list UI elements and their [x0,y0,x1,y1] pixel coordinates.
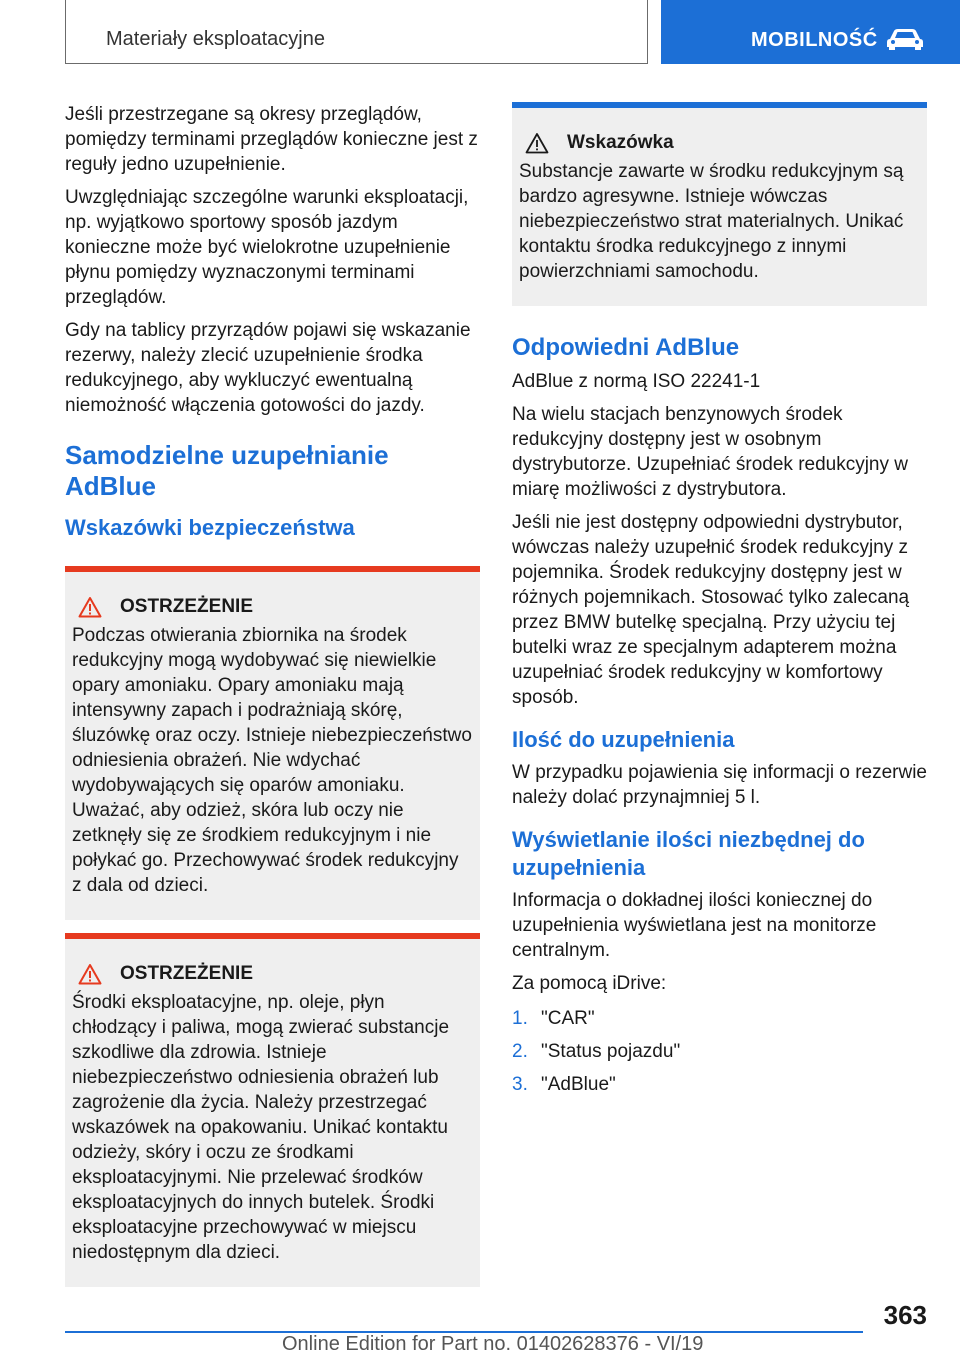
section-title: Materiały eksploatacyjne [106,28,325,50]
paragraph: W przypadku pojawienia się informacji o rezerwie należy dolać przynajmniej 5 l. [512,762,928,808]
list-item [512,1039,927,1064]
step-number: 3. [512,1074,528,1095]
step-number: 2. [512,1041,528,1062]
paragraph: Jeśli przestrzegane są okresy przeglądów, pomiędzy terminami przeglądów konieczne jest z reguły jedno uzupełnienie. [65,104,478,175]
step-text: "AdBlue" [541,1074,616,1095]
list-item [512,1072,927,1097]
step-text: "CAR" [541,1008,595,1029]
edition-note: Online Edition for Part no. 01402628376 - VI/19 [282,1333,704,1355]
car-icon [885,27,925,56]
paragraph: Gdy na tablicy przyrządów pojawi się wskazanie rezerwy, należy zlecić uzupełnienie środka redukcyjnego, aby wykluczyć ewentualną niemożność włączenia gotowości do jazdy. [65,320,471,416]
steps-list [512,1006,927,1097]
warning-box [65,566,480,920]
warning-box [65,933,480,1287]
hint-box [512,102,927,306]
hint-triangle-icon [525,132,549,154]
warning-title: OSTRZEŻENIE [120,963,254,984]
warning-text: Podczas otwierania zbiornika na środek redukcyjny mogą wydobywać się niewielkie opary amoniaku. Opary amoniaku mają intensywny zapach i podrażniają skórę, śluzówkę oraz oczy. Istnieje niebezpieczeństwo odniesienia obrażeń. Nie wdychać wydobywających się oparów amoniaku. Uważać, aby odzież, skóra lub oczy nie zetknęły się ze środkiem redukcyjnym i nie połykać go. Przechowywać środek redukcyjny z dala od dzieci. [72,625,472,896]
page-number: 363 [883,1300,927,1330]
list-item [512,1006,927,1031]
warning-text: Środki eksploatacyjne, np. oleje, płyn chłodzący i paliwa, mogą zwierać substancje szkodliwe dla zdrowia. Istnieje niebezpieczeństwo odniesienia obrażeń lub zagrożenie dla życia. Należy przestrzegać wskazówek na opakowaniu. Unikać kontaktu odzieży, skóry i oczu ze środkami eksploatacyjnymi. Nie przelewać środków eksploatacyjnych do innych butelek. Środki eksploatacyjne przechowywać w miejscu niedostępnym dla dzieci. [72,992,450,1263]
left-column [65,102,480,1287]
chapter-tab [661,0,960,64]
paragraph: Za pomocą iDrive: [512,973,667,994]
subsection-heading: Wskazówki bezpieczeństwa [65,515,355,540]
warning-triangle-icon [78,963,102,985]
paragraph: AdBlue z normą ISO 22241-1 [512,371,761,392]
paragraph: Informacja o dokładnej ilości koniecznej do uzupełnienia wyświetlana jest na monitorze centralnym. [512,890,877,961]
step-number: 1. [512,1008,528,1029]
warning-triangle-icon [78,596,102,618]
section-heading: Odpowiedni AdBlue [512,334,740,361]
subsection-heading: Ilość do uzupełnienia [512,727,735,752]
header-frame [65,0,648,64]
subsection-heading: Wyświetlanie ilości niezbędnej do uzupełnienia [512,827,865,880]
hint-text: Substancje zawarte w środku redukcyjnym są bardzo agresywne. Istnieje wówczas niebezpieczeństwo strat materialnych. Unikać kontaktu środka redukcyjnego z innymi powierzchniami samochodu. [519,161,904,282]
warning-title: OSTRZEŻENIE [120,596,254,617]
paragraph: Na wielu stacjach benzynowych środek redukcyjny dostępny jest w osobnym dystrybutorze. Uzupełniać środek redukcyjny w miarę możliwości z dystrybutora. [512,404,909,500]
paragraph: Uwzględniając szczególne warunki eksploatacji, np. wyjątkowo sportowy sposób jazdym konieczne może być wielokrotne uzupełnienie płynu pomiędzy wyznaczonymi terminami przeglądów. [65,187,469,308]
chapter-tab-label: MOBILNOŚĆ [751,29,878,51]
step-text: "Status pojazdu" [541,1041,681,1062]
hint-title: Wskazówka [567,132,674,153]
right-column [512,102,927,1105]
section-heading: Samodzielne uzupełnianie AdBlue [65,440,389,501]
paragraph: Jeśli nie jest dostępny odpowiedni dystrybutor, wówczas należy uzupełnić środek redukcyjny z pojemnika. Środek redukcyjny dostępny jest w różnych pojemnikach. Stosować tylko zalecaną przez BMW butelkę specjalną. Przy użyciu tej butelki wraz ze specjalnym adapterem można uzupełniać środek redukcyjny w komfortowy sposób. [512,512,910,708]
